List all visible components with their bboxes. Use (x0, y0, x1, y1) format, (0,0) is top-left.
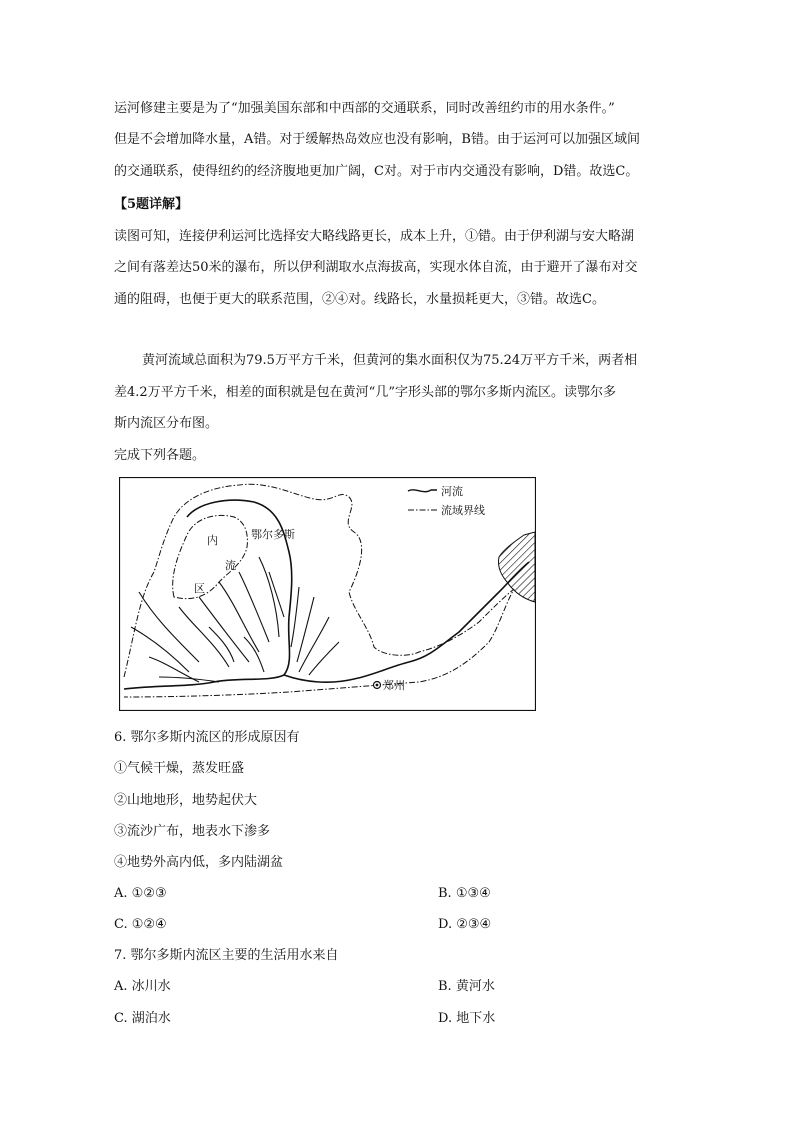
passage-line-1: 黄河流域总面积为79.5万平方千米，但黄河的集水面积仅为75.24万平方千米，两者相 (142, 353, 638, 368)
q7-option-c[interactable]: C. 湖泊水 (114, 1011, 171, 1026)
explanation-q5-line-3: 通的阻碍，也便于更大的联系范围，②④对。线路长，水量损耗更大，③错。故选C。 (114, 292, 605, 307)
q5-header: 【5题详解】 (114, 197, 189, 212)
q6-stem: 6. 鄂尔多斯内流区的形成原因有 (114, 730, 300, 745)
q6-item-2: ②山地地形，地势起伏大 (114, 793, 258, 808)
passage-line-2: 差4.2万平方千米，相差的面积就是包在黄河“几”字形头部的鄂尔多斯内流区。读鄂尔多 (114, 385, 616, 400)
ordos-basin-map (119, 477, 536, 711)
explanation-q4-line-1: 运河修建主要是为了“加强美国东部和中西部的交通联系，同时改善纽约市的用水条件。” (114, 101, 615, 116)
q6-item-3: ③流沙广布，地表水下渗多 (114, 824, 271, 839)
q6-option-b[interactable]: B. ①③④ (438, 886, 491, 901)
legend-river-label: 河流 (441, 485, 463, 498)
label-ordos: 鄂尔多斯 (251, 528, 295, 541)
label-nei: 内 (207, 534, 218, 547)
q7-option-a[interactable]: A. 冰川水 (114, 979, 171, 994)
q6-option-d[interactable]: D. ②③④ (438, 917, 492, 932)
q7-option-d[interactable]: D. 地下水 (438, 1011, 496, 1026)
q6-item-4: ④地势外高内低，多内陆湖盆 (114, 855, 284, 870)
passage-line-3: 斯内流区分布图。 (114, 416, 219, 431)
explanation-q5-line-1: 读图可知，连接伊利运河比选择安大略线路更长，成本上升，①错。由于伊利湖与安大略湖 (114, 229, 635, 244)
label-qu: 区 (194, 582, 205, 595)
q6-option-a[interactable]: A. ①②③ (114, 886, 167, 901)
legend-boundary-label: 流域界线 (441, 504, 485, 517)
q7-stem: 7. 鄂尔多斯内流区主要的生活用水来自 (114, 948, 339, 963)
q6-item-1: ①气候干燥，蒸发旺盛 (114, 761, 245, 776)
q6-option-c[interactable]: C. ①②④ (114, 917, 167, 932)
explanation-q4-line-3: 的交通联系，使得纽约的经济腹地更加广阔，C对。对于市内交通没有影响，D错。故选C。 (114, 164, 639, 179)
instruction: 完成下列各题。 (114, 448, 206, 463)
explanation-q4-line-2: 但是不会增加降水量，A错。对于缓解热岛效应也没有影响，B错。由于运河可以加强区域间 (114, 132, 640, 147)
explanation-q5-line-2: 之间有落差达50米的瀑布，所以伊利湖取水点海拔高，实现水体自流，由于避开了瀑布对交 (114, 260, 638, 275)
label-liu: 流 (225, 559, 236, 572)
q7-option-b[interactable]: B. 黄河水 (438, 979, 495, 994)
label-zhengzhou: 郑州 (383, 679, 405, 692)
